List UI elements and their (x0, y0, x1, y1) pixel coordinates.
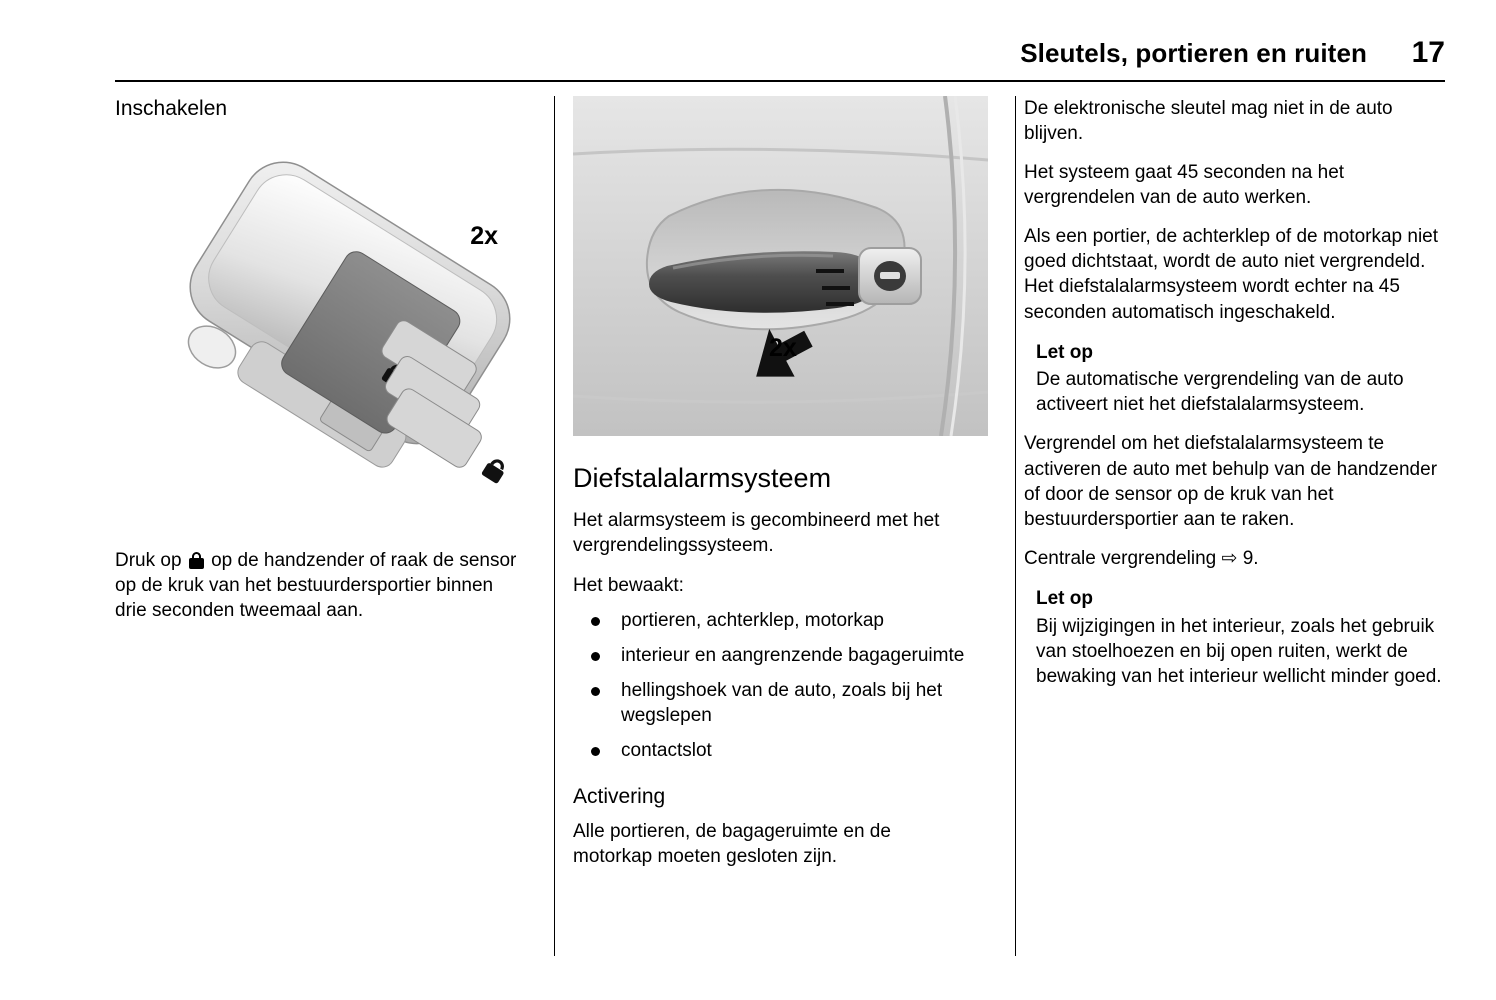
instruction-paragraph (115, 548, 525, 623)
cross-reference-page: 9. (1242, 547, 1259, 569)
page-title: Sleutels, portieren en ruiten (1020, 38, 1367, 68)
door-handle-illustration (573, 96, 988, 436)
list-item: interieur en aangrenzende bagageruimte (573, 643, 972, 668)
note-title: Let op (1036, 587, 1093, 609)
figure-label-2x: 2x (470, 222, 498, 251)
note-title: Let op (1036, 341, 1093, 363)
page-header (115, 36, 1445, 70)
paragraph-electronic-key: De elektronische sleutel mag niet in de auto blijven. (1024, 98, 1393, 145)
note-block-2 (1036, 587, 1445, 689)
column-one (115, 96, 555, 956)
section-title-inschakelen: Inschakelen (115, 97, 228, 120)
note-text: Bij wijzigingen in het interieur, zoals het gebruik van stoelhoezen en bij open ruiten, werkt de bewaking van het interieur wellicht minder goed. (1036, 615, 1442, 687)
heading-diefstalalarmsysteem: Diefstalalarmsysteem (573, 463, 832, 493)
note-block-1 (1036, 341, 1445, 418)
note-text: De automatische vergrendeling van de auto activeert niet het diefstalalarmsysteem. (1036, 369, 1404, 416)
subsection-title-activering: Activering (573, 785, 666, 809)
column-three (1000, 96, 1445, 956)
lock-icon (189, 552, 204, 569)
content-columns (115, 96, 1445, 956)
alarm-intro-text: Het alarmsysteem is gecombineerd met het vergrendelingssysteem. (573, 510, 940, 557)
instruction-text-before: Druk op (115, 550, 182, 572)
column-two (555, 96, 1000, 956)
page-number: 17 (1411, 36, 1445, 69)
alarm-list-intro: Het bewaakt: (573, 574, 684, 596)
list-item: contactslot (573, 738, 972, 763)
paragraph-activate-alarm: Vergrendel om het diefstalalarmsysteem te activeren de auto met behulp van de handzender of door de sensor op de kruk van het bestuurdersportier aan te raken. (1024, 433, 1438, 530)
cross-reference (1024, 546, 1445, 571)
key-fob-illustration (115, 140, 530, 530)
header-divider (115, 80, 1445, 82)
instruction-text-after: op de handzender of raak de sensor op de kruk van het bestuurdersportier binnen drie seconden tweemaal aan. (115, 550, 517, 622)
paragraph-doors-open: Als een portier, de achterklep of de motorkap niet goed dichtstaat, wordt de auto niet vergrendeld. Het diefstalalarmsysteem wordt echter na 45 seconden automatisch ingeschakeld. (1024, 226, 1439, 323)
activering-text: Alle portieren, de bagageruimte en de motorkap moeten gesloten zijn. (573, 821, 891, 868)
list-item: portieren, achterklep, motorkap (573, 608, 972, 633)
paragraph-45-seconds: Het systeem gaat 45 seconden na het vergrendelen van de auto werken. (1024, 162, 1345, 209)
alarm-monitor-list (573, 608, 972, 763)
cross-reference-label: Centrale vergrendeling (1024, 547, 1217, 569)
list-item: hellingshoek van de auto, zoals bij het wegslepen (573, 678, 972, 728)
page-reference-icon: ⇨ (1221, 547, 1238, 569)
figure-label-2x-handle: 2x (769, 334, 797, 362)
